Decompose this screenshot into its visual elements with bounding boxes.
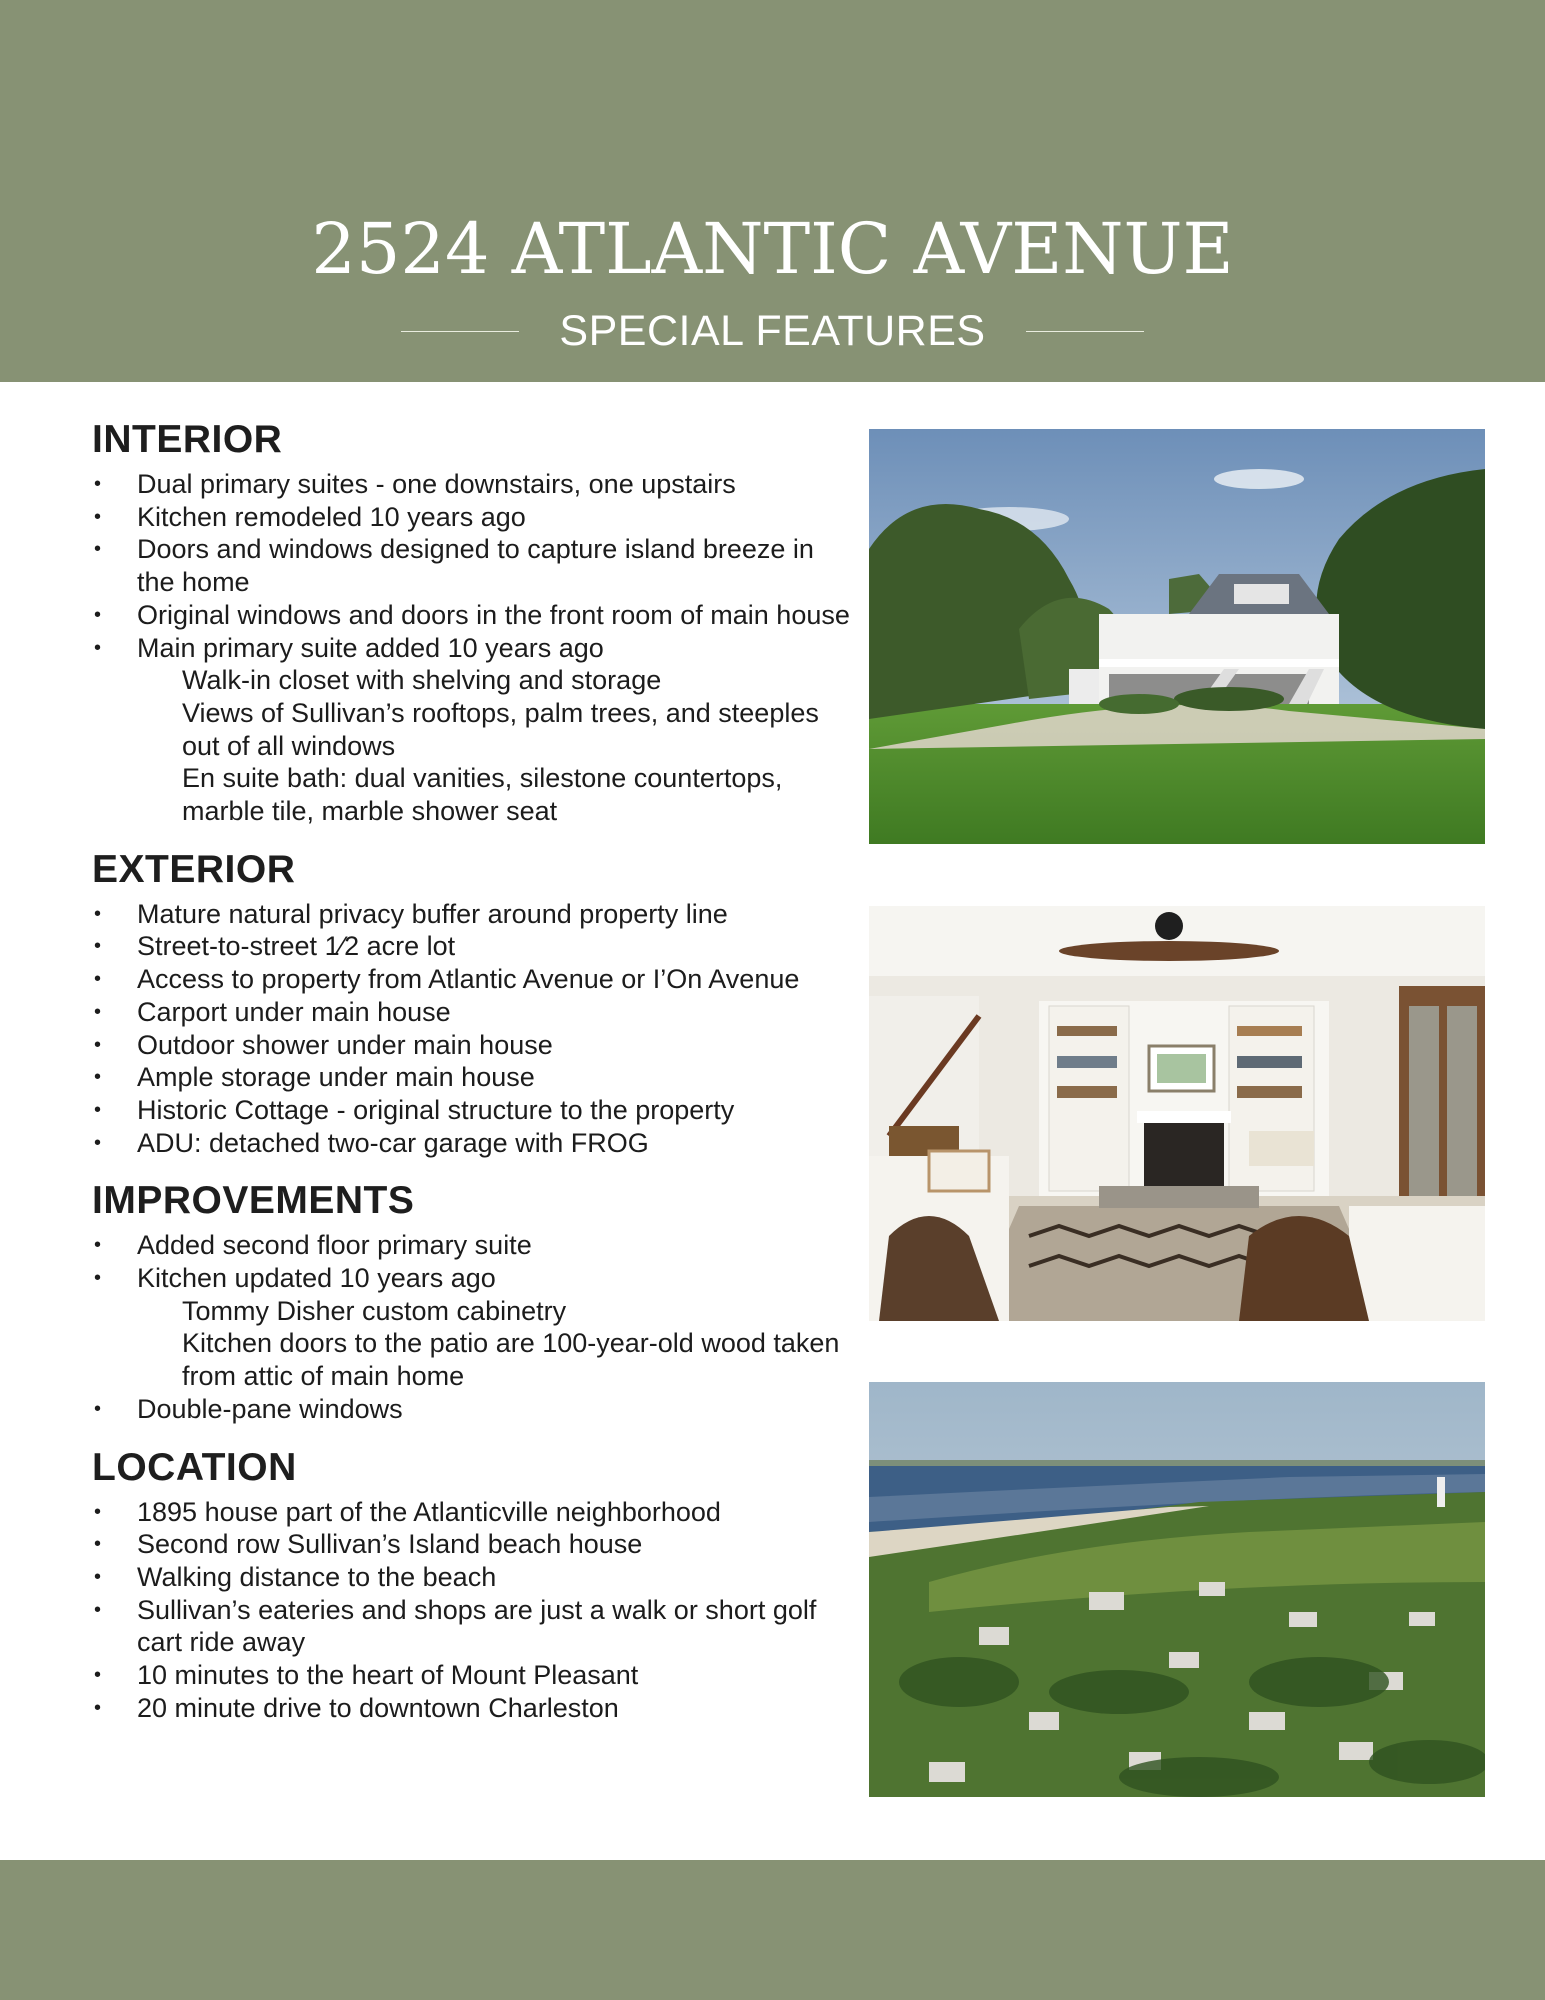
subtitle-row <box>0 303 1545 359</box>
section-heading-exterior: EXTERIOR <box>92 847 296 891</box>
list-item: • Access to property from Atlantic Avenue or I’On Avenue <box>92 963 852 996</box>
list-item: • Main primary suite added 10 years ago <box>92 632 852 665</box>
subtitle-rule-right <box>1026 331 1144 332</box>
sub-list-item: Views of Sullivan’s rooftops, palm trees, and steeples out of all windows <box>182 697 819 761</box>
list-item: • Ample storage under main house <box>92 1061 852 1094</box>
list-item: • Original windows and doors in the front room of main house <box>92 599 852 632</box>
list-item: • Street-to-street 1⁄2 acre lot <box>92 930 852 963</box>
improvements-list <box>92 1229 852 1425</box>
list-item: • Kitchen updated 10 years ago <box>92 1262 852 1295</box>
page-subtitle: SPECIAL FEATURES <box>559 306 986 355</box>
subtitle-rule-left <box>401 331 519 332</box>
list-item: • Mature natural privacy buffer around property line <box>92 898 852 931</box>
page-title: 2524 ATLANTIC AVENUE <box>311 208 1234 290</box>
sub-list-item: Tommy Disher custom cabinetry <box>182 1295 567 1326</box>
section-improvements <box>92 1179 852 1425</box>
list-item: • Double-pane windows <box>92 1393 852 1426</box>
header-band <box>0 0 1545 382</box>
section-heading-interior: INTERIOR <box>92 418 283 461</box>
aerial-island-photo <box>869 1382 1485 1797</box>
list-item: • Doors and windows designed to capture island breeze in the home <box>92 533 852 598</box>
section-exterior <box>92 848 852 1160</box>
list-item: • 10 minutes to the heart of Mount Pleasant <box>92 1659 852 1692</box>
section-heading-improvements: IMPROVEMENTS <box>92 1179 415 1223</box>
house-exterior-photo <box>869 429 1485 844</box>
list-item: • Kitchen remodeled 10 years ago <box>92 501 852 534</box>
list-item: • Sullivan’s eateries and shops are just a walk or short golf cart ride away <box>92 1594 852 1659</box>
location-list <box>92 1496 852 1725</box>
section-heading-location: LOCATION <box>92 1445 297 1489</box>
list-item: • ADU: detached two-car garage with FROG <box>92 1127 852 1160</box>
list-item: • Added second floor primary suite <box>92 1229 852 1262</box>
list-item: • Second row Sullivan’s Island beach house <box>92 1528 852 1561</box>
list-item: • 20 minute drive to downtown Charleston <box>92 1692 852 1725</box>
list-item: • Carport under main house <box>92 996 852 1029</box>
interior-list <box>92 468 852 828</box>
sub-list-item: En suite bath: dual vanities, silestone countertops, marble tile, marble shower seat <box>182 763 783 827</box>
list-item: • Historic Cottage - original structure to the property <box>92 1094 852 1127</box>
exterior-list <box>92 898 852 1160</box>
sub-list-item: Walk-in closet with shelving and storage <box>182 665 662 696</box>
living-room-photo <box>869 906 1485 1321</box>
list-item: • 1895 house part of the Atlanticville neighborhood <box>92 1496 852 1529</box>
section-interior <box>92 418 852 828</box>
footer-band <box>0 1860 1545 2000</box>
list-item: • Walking distance to the beach <box>92 1561 852 1594</box>
sub-list-item: Kitchen doors to the patio are 100-year-old wood taken from attic of main home <box>182 1328 840 1392</box>
list-item: • Dual primary suites - one downstairs, one upstairs <box>92 468 852 501</box>
section-location <box>92 1446 852 1725</box>
list-item: • Outdoor shower under main house <box>92 1029 852 1062</box>
features-column <box>92 418 852 1745</box>
